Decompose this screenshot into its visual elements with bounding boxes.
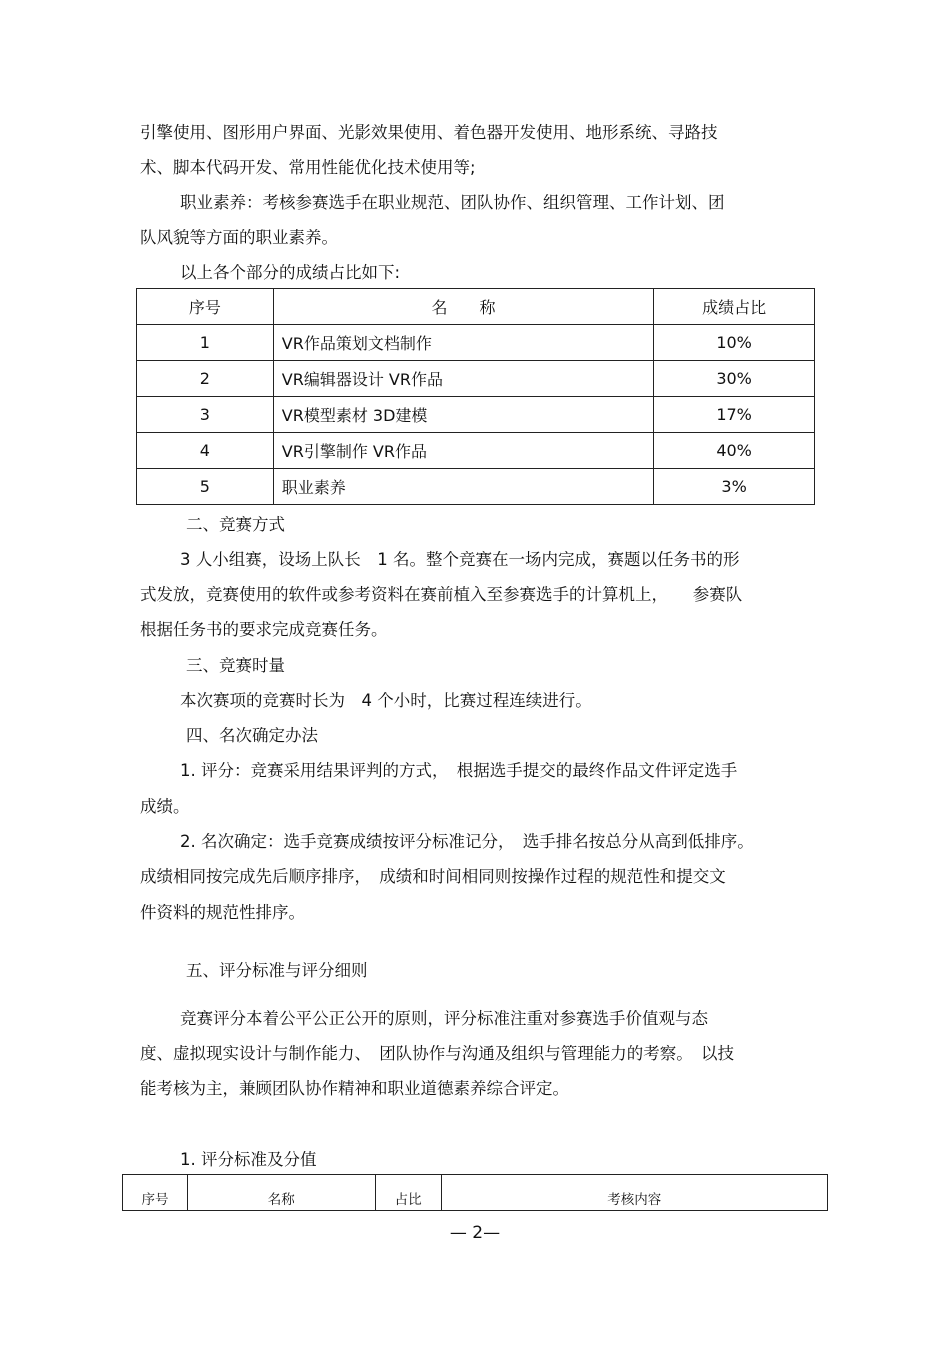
paragraph-line: 术、脚本代码开发、常用性能优化技术使用等;	[140, 158, 476, 177]
table-row	[137, 469, 815, 505]
header-name: 名 称	[273, 289, 653, 325]
header-ratio: 占比	[375, 1175, 441, 1211]
header-name: 名称	[187, 1175, 375, 1211]
cell-name: 职业素养	[273, 469, 653, 505]
cell-ratio: 10%	[654, 325, 815, 361]
header-no: 序号	[123, 1175, 188, 1211]
table-row	[137, 397, 815, 433]
cell-name: VR引擎制作 VR作品	[273, 433, 653, 469]
paragraph-line: 成绩相同按完成先后顺序排序， 成绩和时间相同则按操作过程的规范性和提交文	[140, 867, 726, 886]
section-heading: 五、评分标准与评分细则	[186, 961, 368, 980]
paragraph-line: 引擎使用、图形用户界面、光影效果使用、着色器开发使用、地形系统、寻路技	[140, 123, 718, 142]
paragraph-line: 成绩。	[140, 797, 190, 816]
table-row	[137, 325, 815, 361]
header-content: 考核内容	[441, 1175, 827, 1211]
header-no: 序号	[137, 289, 274, 325]
table-header-row	[123, 1175, 828, 1211]
paragraph-line: 2. 名次确定：选手竞赛成绩按评分标准记分， 选手排名按总分从高到低排序。	[180, 832, 754, 851]
paragraph-line: 能考核为主，兼顾团队协作精神和职业道德素养综合评定。	[140, 1079, 569, 1098]
paragraph-line: 1. 评分：竞赛采用结果评判的方式， 根据选手提交的最终作品文件评定选手	[180, 761, 738, 780]
cell-name: VR模型素材 3D建模	[273, 397, 653, 433]
cell-name: VR编辑器设计 VR作品	[273, 361, 653, 397]
cell-no: 2	[137, 361, 274, 397]
cell-no: 4	[137, 433, 274, 469]
cell-ratio: 30%	[654, 361, 815, 397]
table-row	[137, 361, 815, 397]
section-heading: 二、竞赛方式	[186, 515, 285, 534]
section-heading: 四、名次确定办法	[186, 726, 318, 745]
cell-ratio: 40%	[654, 433, 815, 469]
criteria-table	[122, 1174, 828, 1211]
score-ratio-table	[136, 288, 815, 505]
cell-no: 5	[137, 469, 274, 505]
sub-heading: 1. 评分标准及分值	[180, 1150, 317, 1169]
page-number: — 2—	[449, 1223, 501, 1243]
paragraph-line: 职业素养：考核参赛选手在职业规范、团队协作、组织管理、工作计划、团	[180, 193, 725, 212]
section-heading: 三、竞赛时量	[186, 656, 285, 675]
paragraph-line: 队风貌等方面的职业素养。	[140, 228, 338, 247]
paragraph-line: 式发放，竞赛使用的软件或参考资料在赛前植入至参赛选手的计算机上， 参赛队	[140, 585, 743, 604]
paragraph-line: 根据任务书的要求完成竞赛任务。	[140, 620, 388, 639]
paragraph-line: 3 人小组赛，设场上队长 1 名。整个竞赛在一场内完成，赛题以任务书的形	[180, 550, 740, 569]
header-ratio: 成绩占比	[654, 289, 815, 325]
paragraph-line: 度、虚拟现实设计与制作能力、 团队协作与沟通及组织与管理能力的考察。 以技	[140, 1044, 734, 1063]
table-header-row	[137, 289, 815, 325]
cell-ratio: 17%	[654, 397, 815, 433]
cell-no: 1	[137, 325, 274, 361]
cell-name: VR作品策划文档制作	[273, 325, 653, 361]
paragraph-line: 本次赛项的竞赛时长为 4 个小时，比赛过程连续进行。	[180, 691, 592, 710]
paragraph-line: 件资料的规范性排序。	[140, 903, 305, 922]
table-intro: 以上各个部分的成绩占比如下:	[180, 263, 401, 282]
cell-no: 3	[137, 397, 274, 433]
cell-ratio: 3%	[654, 469, 815, 505]
paragraph-line: 竞赛评分本着公平公正公开的原则，评分标准注重对参赛选手价值观与态	[180, 1009, 708, 1028]
table-row	[137, 433, 815, 469]
